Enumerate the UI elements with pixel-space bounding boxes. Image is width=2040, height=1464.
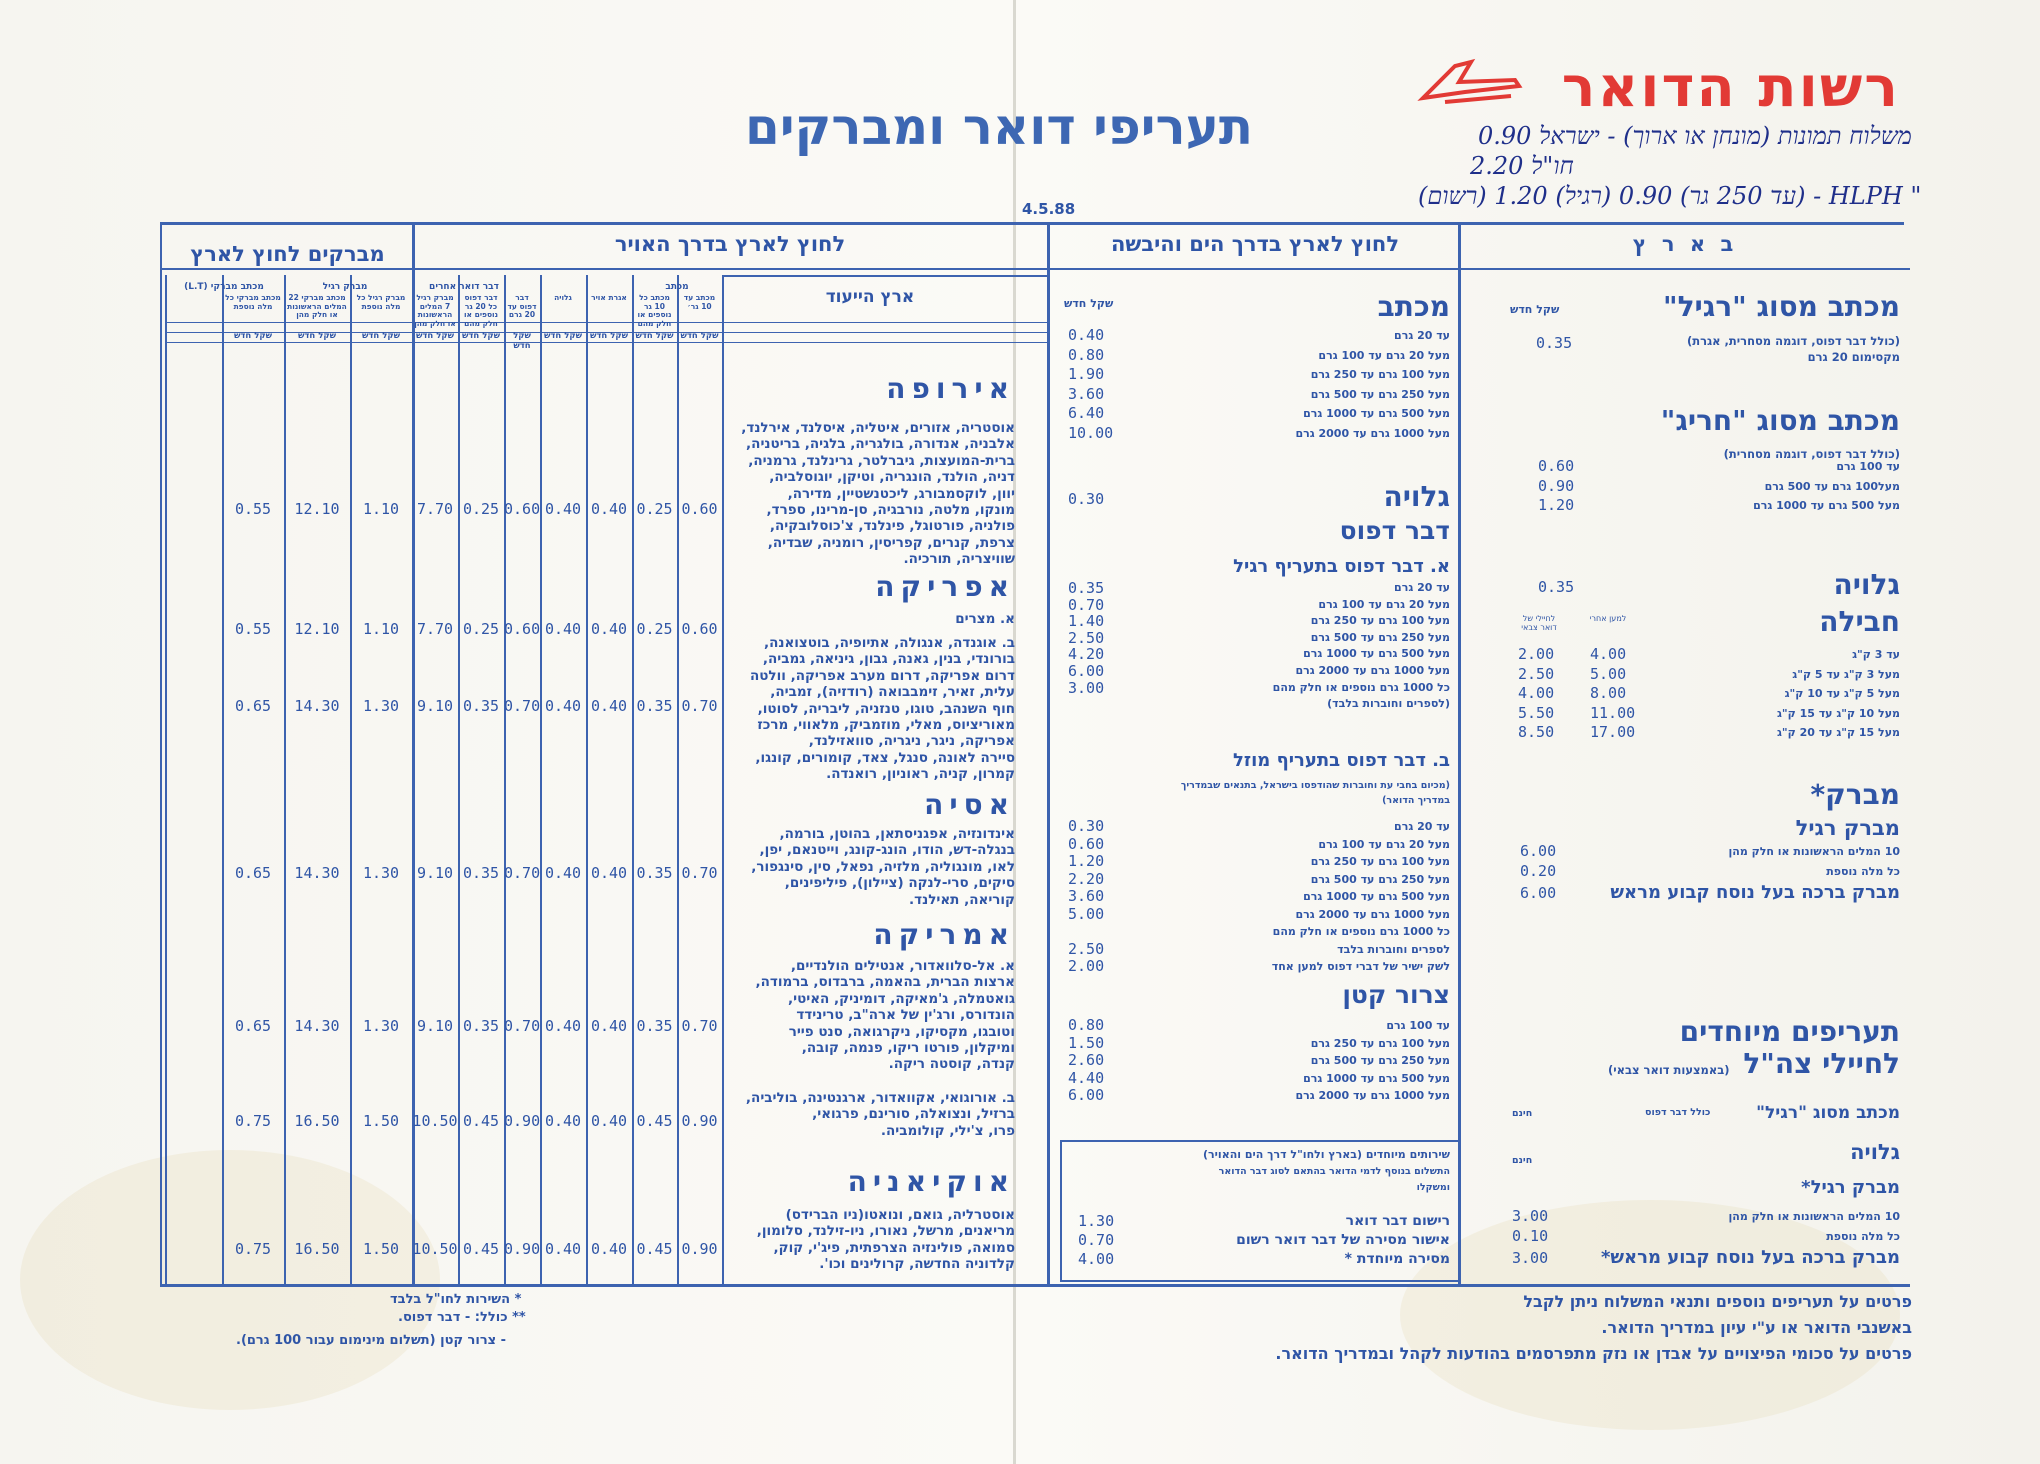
rate-cell: 0.40 <box>544 864 582 882</box>
rate-row-label: עד 20 גרם <box>1394 581 1450 594</box>
rate-row-label: מעל 500 גרם עד 1000 גרם <box>1303 647 1450 661</box>
rate-cell: 12.10 <box>294 500 340 518</box>
special-services-note: התשלום בנוסף לדמי הדואר בהתאם לסוג דבר הדואר <box>1218 1166 1450 1177</box>
rate-row-price: 5.50 <box>1518 703 1555 722</box>
rate-cell: 7.70 <box>416 620 454 638</box>
rate-row-label: כל 1000 גרם נוספים או חלק מהם <box>1272 680 1450 694</box>
surface-letter-prices <box>1068 326 1113 443</box>
soldier-greeting-price: 3.00 <box>1512 1249 1549 1267</box>
rate-cell: 0.65 <box>234 1017 272 1035</box>
rate-row-price: 0.60 <box>1538 457 1575 475</box>
footnote: פרטים על סכומי הפיצויים על אבדן או נזק מתפרסמים בהודעות לקהל ובמדריך הדואר. <box>1275 1344 1912 1363</box>
rate-cell: 9.10 <box>416 1017 454 1035</box>
rate-row-label: לספרים וחוברות בלבד <box>1337 942 1450 956</box>
rate-row-price: 17.00 <box>1590 723 1636 741</box>
divider <box>160 222 162 1286</box>
column-header: מכתב עד 10 גר׳ <box>683 293 716 311</box>
domestic-postcard-title: גלויה <box>1833 568 1900 601</box>
column-group-label: מכתב מברקי (L.T) <box>184 282 264 292</box>
page-title: תעריפי דואר ומברקים <box>745 98 1254 156</box>
air-footnote: ** כולל: - דבר דפוס. <box>398 1310 526 1325</box>
rate-row-price: 0.40 <box>1068 326 1105 344</box>
small-packet-prices <box>1068 1017 1104 1105</box>
rate-cell: 0.25 <box>636 500 673 518</box>
rate-row-label: מעל 250 גרם עד 500 גרם <box>1310 387 1450 401</box>
rate-cell: 1.30 <box>362 697 400 715</box>
rate-row-price: 6.00 <box>1068 661 1105 680</box>
rate-row-price <box>1068 696 1104 713</box>
rate-row-label: לשק ישיר של דברי דפוס למען אחד <box>1271 960 1450 973</box>
rate-row-label: מעל 500 גרם עד 1000 גרם <box>1303 890 1450 903</box>
rate-row-price: 1.40 <box>1068 612 1105 631</box>
regular-letter-price: 0.35 <box>1536 334 1573 352</box>
rate-cell: 0.25 <box>462 500 500 518</box>
rate-cell: 0.70 <box>681 697 718 715</box>
irregular-letter-weights <box>1753 457 1900 516</box>
rate-row-label: עד 3 ק"ג <box>1852 648 1900 661</box>
rate-cell: 0.75 <box>234 1240 272 1258</box>
rate-row-label: מעל 1000 גרם עד 2000 גרם <box>1295 907 1450 921</box>
rate-cell: 0.40 <box>544 1017 582 1035</box>
divider <box>222 275 224 1284</box>
surface-postcard-title: גלויה <box>1383 480 1450 513</box>
parcel-col-label: למען אחרי <box>1589 614 1627 623</box>
section-telegrams-header: מברקים לחוץ לארץ <box>190 242 385 266</box>
rate-cell: 0.70 <box>504 697 541 715</box>
rate-row-label: 10 המלים הראשונות או חלק מהן <box>1728 1210 1900 1223</box>
printed-reduced-weights <box>1272 818 1450 976</box>
rate-row-label: מעל 100 גרם עד 250 גרם <box>1310 1036 1450 1050</box>
column-group-label: מברק רגיל <box>322 282 368 292</box>
rate-row-price: 2.00 <box>1518 645 1555 663</box>
africa-group-a: א. מצרים <box>955 611 1015 627</box>
rate-row-price: 6.00 <box>1068 1086 1105 1104</box>
rate-row-label: מעל 250 גרם עד 500 גרם <box>1310 872 1450 886</box>
divider <box>165 322 1047 323</box>
rate-cell: 0.90 <box>681 1112 718 1130</box>
africa-countries: ב. אוגנדה, אנגולה, אתיופיה, בוטצואנה, בורונדי, בנין, גאנה, גבון, גיניאה, גמביה, דרום אפריקה, דרום מערב אפריקה, וולטה עלית, זאיר, זימבבואה (רודזיה), זמביה, חוף השנהב, טוגו, טנזניה, ליבריה, לסוטו, מאוריציוס, מאלי, מוזמביק, מלאווי, מרכז אפריקה, ניגר, ניגריה, סוואזילנד, סיירה לאונה, סנגל, צאד, קומורים, קונגו, קמרון, קניה, ראוניון, רואנדה. <box>749 635 1015 783</box>
irregular-letter-note: (כולל דבר דפוס, דוגמה מסחרית) <box>1723 447 1900 461</box>
postal-authority-logo: רשות הדואר <box>1561 55 1900 120</box>
rate-cell: 0.40 <box>590 697 628 715</box>
rate-cell: 14.30 <box>294 864 340 882</box>
divider <box>160 1284 1910 1287</box>
rate-cell: 0.25 <box>462 620 500 638</box>
rate-cell: 0.40 <box>544 500 582 518</box>
divider <box>412 275 414 1284</box>
rate-cell: 0.65 <box>234 697 272 715</box>
soldier-telegram-title: מברק רגיל* <box>1801 1177 1900 1198</box>
rate-row-label: 10 המלים הראשונות או חלק מהן <box>1728 845 1900 858</box>
soldier-letter-label: מכתב מסוג "רגיל" <box>1756 1103 1900 1123</box>
rate-row-label: מעל 10 ק"ג עד 15 ק"ג <box>1776 706 1900 720</box>
free-label: חינם <box>1512 1108 1533 1119</box>
rate-cell: 0.35 <box>462 697 500 715</box>
rate-cell: 0.45 <box>462 1240 500 1258</box>
rate-row-price: 4.00 <box>1078 1250 1115 1268</box>
column-group-label: דבר דואר אחרים <box>429 282 499 292</box>
small-packet-title: צרור קטן <box>1342 980 1450 1009</box>
rate-cell: 0.45 <box>636 1240 673 1258</box>
rate-cell: 0.40 <box>544 620 582 638</box>
rate-row-price: 0.20 <box>1520 861 1557 880</box>
parcel-col-label: לחיילי של דואר צבאי <box>1521 614 1557 632</box>
rate-cell: 0.45 <box>636 1112 673 1130</box>
rate-cell: 0.40 <box>590 864 628 882</box>
regular-letter-title: מכתב מסוג "רגיל" <box>1663 290 1900 323</box>
unit-label: שקל חדש <box>513 331 531 351</box>
region-asia: אסיה <box>924 788 1015 821</box>
divider <box>350 275 352 1284</box>
rate-cell: 0.60 <box>504 620 541 638</box>
section-surface-header: לחוץ לארץ בדרך הים והיבשה <box>1110 232 1400 256</box>
rate-cell: 0.40 <box>544 697 582 715</box>
rate-row-price: 2.60 <box>1068 1051 1105 1069</box>
greeting-telegram-label: מברק ברכה בעל נוסח קבוע מראש <box>1610 882 1900 903</box>
parcel-weights <box>1777 645 1900 743</box>
rate-row-label: עד 100 גרם <box>1836 460 1900 473</box>
rate-row-label: מעל 500 גרם עד 1000 גרם <box>1303 1071 1450 1085</box>
rate-cell: 0.35 <box>636 697 673 715</box>
divider <box>458 275 460 1284</box>
regular-letter-max: מקסימום 20 גרם <box>1807 350 1900 364</box>
special-services-prices <box>1078 1212 1114 1269</box>
rate-cell: 10.50 <box>412 1112 458 1130</box>
unit-label: שקל חדש <box>233 331 273 341</box>
rate-row-price: 1.50 <box>1068 1033 1105 1052</box>
divider <box>165 342 1047 343</box>
rate-row-price: 6.00 <box>1520 842 1557 860</box>
asia-countries: אינדונזיה, אפגניסתאן, בהוטן, בורמה, בנגלה-דש, הודו, הונג-קונג, וייטנאם, יפן, לאו, מונגוליה, מלזיה, נפאל, סין, סינגפור, סיקים, סרי-לנקה (ציילון), פיליפינים, קוריאה, תאילנד. <box>751 826 1015 908</box>
footnote: פרטים על תעריפים נוספים ותנאי המשלוח ניתן לקבל <box>1523 1292 1912 1311</box>
rate-row-label: מעל 100 גרם עד 250 גרם <box>1310 855 1450 868</box>
irregular-letter-prices <box>1538 457 1574 516</box>
surface-postcard-price: 0.30 <box>1068 490 1105 508</box>
soldier-greeting-label: מברק ברכה בעל נוסח קבוע מראש* <box>1600 1247 1900 1268</box>
printed-reduced-note: (מכיום בחבי עת וחוברות שהודפסו בישראל, בתנאים שבמדריך <box>1180 780 1450 791</box>
divider <box>540 275 542 1284</box>
rate-cell: 0.90 <box>504 1240 541 1258</box>
rate-cell: 0.40 <box>590 1112 628 1130</box>
rate-row-label: מעל 20 גרם עד 100 גרם <box>1318 348 1450 362</box>
special-rates-title: תעריפים מיוחדים <box>1679 1015 1900 1048</box>
printed-regular-prices <box>1068 580 1104 713</box>
rate-row-label: מעל 20 גרם עד 100 גרם <box>1318 597 1450 611</box>
divider <box>1458 222 1461 1286</box>
rate-cell: 0.60 <box>504 500 541 518</box>
divider <box>284 275 286 1284</box>
rate-cell: 0.55 <box>234 620 272 638</box>
surface-letter-title: מכתב <box>1377 290 1450 323</box>
rate-cell: 0.35 <box>636 864 673 882</box>
rate-row-label: כל 1000 גרם נוספים או חלק מהם <box>1272 925 1450 938</box>
rate-row-label: מעל 1000 גרם עד 2000 גרם <box>1295 663 1450 677</box>
rate-cell: 14.30 <box>294 697 340 715</box>
rate-cell: 0.55 <box>234 500 272 518</box>
divider <box>165 275 167 1284</box>
region-america: אמריקה <box>873 918 1015 951</box>
rate-row-label: מעל 100 גרם עד 250 גרם <box>1310 368 1450 381</box>
rate-row-label: מעל 1000 גרם עד 2000 גרם <box>1295 1089 1450 1102</box>
rate-row-label: אישור מסירה של דבר דואר רשום <box>1236 1232 1450 1248</box>
rate-row-price: 4.00 <box>1518 684 1555 702</box>
rate-cell: 0.35 <box>636 1017 673 1035</box>
rate-row-price: 0.90 <box>1538 476 1575 495</box>
column-header: מכתב מברקי 22 המלים הראשונות או חלק מהן <box>287 293 347 319</box>
printed-matter-title: דבר דפוס <box>1339 516 1450 545</box>
postal-horn-logo-icon <box>1415 52 1525 112</box>
divider <box>586 275 588 1284</box>
rate-row-price: 1.90 <box>1068 365 1105 383</box>
free-label: חינם <box>1512 1155 1533 1166</box>
rate-row-price: 2.00 <box>1068 957 1105 975</box>
column-header: גלויה <box>554 293 572 302</box>
telegram-rates <box>1729 842 1901 881</box>
unit-label: שקל חדש <box>361 331 401 341</box>
air-footnote: * השירות לחו"ל בלבד <box>390 1292 522 1307</box>
rate-row-label: מעל 250 גרם עד 500 גרם <box>1310 630 1450 644</box>
rate-row-label: מעל 500 גרם עד 1000 גרם <box>1303 407 1450 420</box>
divider <box>160 268 1910 270</box>
divider <box>677 275 679 1284</box>
rate-row-label: רישום דבר דואר <box>1345 1213 1450 1229</box>
printed-regular-title: א. דבר דפוס בתעריף רגיל <box>1233 556 1450 577</box>
rate-row-label: מעל 20 גרם עד 100 גרם <box>1318 837 1450 851</box>
section-domestic-header: ב א ר ץ <box>1632 232 1738 256</box>
rate-row-label: עד 20 גרם <box>1394 820 1450 833</box>
rate-cell: 0.70 <box>681 1017 718 1035</box>
unit-label: שקל חדש <box>415 331 455 341</box>
rate-row-label: מעל 250 גרם עד 500 גרם <box>1310 1054 1450 1067</box>
regular-letter-note: (כולל דבר דפוס, דוגמה מסחרית, אגרת) <box>1687 334 1900 348</box>
rate-row-price: 0.80 <box>1068 345 1105 364</box>
divider <box>1047 222 1050 1286</box>
effective-date: 4.5.88 <box>1022 200 1076 218</box>
rate-row-label: מעל 3 ק"ג עד 5 ק"ג <box>1792 667 1900 681</box>
divider <box>722 275 724 1284</box>
rate-row-label: מעל 1000 גרם עד 2000 גרם <box>1295 426 1450 440</box>
telegram-title: מברק* <box>1810 778 1900 811</box>
divider <box>722 275 1047 277</box>
parcel-prices <box>1590 645 1635 743</box>
rate-cell: 0.75 <box>234 1112 272 1130</box>
america-group-b: ב. אורוגואי, אקוואדור, ארגנטינה, בוליביה, ברזיל, ונצואלה, סורינם, פרגואי, פרו, צ'ילי, קולומביה. <box>745 1090 1015 1139</box>
region-europe: אירופה <box>886 372 1015 405</box>
telegram-prices <box>1520 842 1556 881</box>
europe-countries: אוסטריה, אזורים, איטליה, איסלנד, אירלנד, אלבניה, אנדורה, בולגריה, בלגיה, בריטניה, ברית-המועצות, גיברלטר, גרינלנד, גרמניה, דניה, הולנד, הונגריה, וטיקן, יוגוסלביה, יוון, לוקסמבורג, ליכטנשטיין, מדירה, מונקו, מלטה, נורבגיה, סן-מרינו, ספרד, פולניה, פורטוגל, פינלנד, צ'כוסלובקיה, צרפת, קנרים, קפריסין, רומניה, שבדיה, שוויצריה, תורכיה. <box>741 420 1015 568</box>
irregular-letter-title: מכתב מסוג "חריג" <box>1660 404 1900 437</box>
region-oceania: אוקיאניה <box>847 1165 1015 1198</box>
domestic-postcard-price: 0.35 <box>1538 578 1575 596</box>
parcel-title: חבילה <box>1819 605 1900 638</box>
column-header: מכתב מברקי כל מלה נוספת <box>225 293 281 311</box>
small-packet-weights <box>1295 1017 1450 1105</box>
printed-reduced-title: ב. דבר דפוס בתעריף מוזל <box>1233 750 1450 771</box>
air-footnote: - צרור קטן (תשלום מינימום עבור 100 גרם). <box>236 1333 507 1348</box>
rate-cell: 1.50 <box>362 1240 400 1258</box>
column-header: מברק רגיל 7 המלים הראשונות או חלק מהן <box>414 293 456 328</box>
rate-cell: 0.40 <box>590 1017 628 1035</box>
rate-cell: 0.40 <box>590 500 628 518</box>
rate-cell: 1.10 <box>362 500 400 518</box>
section-air-header: לחוץ לארץ בדרך האויר <box>614 232 846 256</box>
rate-row-price: 0.30 <box>1068 817 1105 835</box>
rate-row-price: 2.20 <box>1068 869 1105 888</box>
divider <box>504 275 506 1284</box>
rate-row-label: מעל 100 גרם עד 250 גרם <box>1310 614 1450 628</box>
rate-row-price: 2.50 <box>1068 628 1105 647</box>
column-header: דבר דפוס עד 20 גרם <box>507 293 537 319</box>
rate-row-price: 2.50 <box>1068 939 1105 958</box>
column-header: דבר דפוס כל 20 גר נוספים או חלק מהם <box>463 293 499 328</box>
rate-row-price: 6.40 <box>1068 404 1105 422</box>
rate-cell: 1.10 <box>362 620 400 638</box>
handwritten-note: " HLPH - (עד 250 גר) 0.90 (רגיל) 1.20 (רשום) <box>1418 182 1922 210</box>
footnote: באשנבי הדואר או ע"י עיון במדריך הדואר. <box>1601 1318 1912 1337</box>
rate-row-label: מסירה מיוחדת * <box>1344 1251 1450 1267</box>
rate-cell: 0.35 <box>462 864 500 882</box>
rate-row-price: 4.00 <box>1590 645 1627 663</box>
rate-cell: 12.10 <box>294 620 340 638</box>
rate-cell: 0.65 <box>234 864 272 882</box>
rate-cell: 0.90 <box>681 1240 718 1258</box>
rate-cell: 0.70 <box>504 864 541 882</box>
rate-row-price: 10.00 <box>1068 423 1114 442</box>
soldiers-note: (באמצעות דואר צבאי) <box>1608 1063 1730 1077</box>
rate-row-label: (לספרים וחוברות בלבד) <box>1327 697 1450 711</box>
handwritten-note: חו"ל 2.20 <box>1470 152 1574 180</box>
rate-cell: 9.10 <box>416 864 454 882</box>
column-header: אגרת אויר <box>591 293 627 302</box>
rate-row-price: 4.40 <box>1068 1068 1105 1087</box>
rate-row-label: כל מלה נוספת <box>1826 864 1900 878</box>
rate-row-price: 8.00 <box>1590 684 1627 702</box>
unit-label: שקל חדש <box>635 331 674 341</box>
rate-row-label: עד 20 גרם <box>1394 329 1450 342</box>
soldiers-title: לחיילי צה"ל <box>1743 1047 1900 1080</box>
rate-row-price: 2.50 <box>1518 664 1555 683</box>
rate-row-label: עד 100 גרם <box>1386 1019 1450 1032</box>
region-africa: אפריקה <box>875 570 1015 603</box>
soldier-telegram-rates <box>1729 1207 1901 1246</box>
rate-row-price: 1.30 <box>1078 1212 1115 1230</box>
rate-cell: 0.90 <box>504 1112 541 1130</box>
rate-cell: 0.40 <box>544 1240 582 1258</box>
rate-row-price: 0.70 <box>1078 1231 1115 1249</box>
rate-cell: 1.30 <box>362 864 400 882</box>
rate-row-price: 3.60 <box>1068 384 1105 403</box>
soldier-letter-note: כולל דבר דפוס <box>1645 1107 1711 1118</box>
column-group-label: מכתב <box>665 282 689 292</box>
divider <box>632 275 634 1284</box>
special-services-title: שירותים מיוחדים (בארץ ולחו"ל דרך הים והאויר) <box>1203 1148 1450 1161</box>
surface-letter-weights <box>1295 326 1450 443</box>
column-header: מכתב כל 10 גר נוספים או חלק מהם <box>637 293 672 328</box>
rate-row-price: 3.00 <box>1512 1207 1549 1225</box>
printed-regular-weights <box>1273 580 1450 713</box>
rate-cell: 16.50 <box>294 1112 340 1130</box>
rate-cell: 16.50 <box>294 1240 340 1258</box>
rate-row-label: מעל 15 ק"ג עד 20 ק"ג <box>1776 726 1900 739</box>
rate-cell: 1.50 <box>362 1112 400 1130</box>
rate-cell: 0.45 <box>462 1112 500 1130</box>
currency-label: שקל חדש <box>1064 297 1114 310</box>
destination-header: ארץ הייעוד <box>825 287 915 307</box>
america-group-a: א. אל-סלוואדור, אנטילים הולנדיים, ארצות הברית, בהאמה, ברבדוס, ברמודה, גואטמלה, ג'מאיקה, דומיניק, האיטי, הונדורס, ורג'ין של ארה"ב, טרינידד וטובגו, מקסיקו, ניקרגואה, סנט פייר ומיקלון, פורטו ריקו, פנמה, קובה, קנדה, קוסטה ריקה. <box>755 958 1015 1073</box>
telegram-regular-title: מברק רגיל <box>1795 816 1900 840</box>
rate-cell: 0.25 <box>636 620 673 638</box>
rate-cell: 0.35 <box>462 1017 500 1035</box>
rate-row-price: 5.00 <box>1590 664 1627 683</box>
unit-label: שקל חדש <box>297 331 337 341</box>
rate-cell: 0.40 <box>590 1240 628 1258</box>
rate-cell: 0.60 <box>681 620 718 638</box>
unit-label: שקל חדש <box>589 331 629 341</box>
rate-row-price: 5.00 <box>1068 904 1105 923</box>
soldier-postcard-label: גלויה <box>1850 1140 1900 1164</box>
rate-row-label: כל מלה נוספת <box>1826 1229 1900 1243</box>
special-services-list <box>1236 1212 1450 1269</box>
rate-cell: 14.30 <box>294 1017 340 1035</box>
soldier-telegram-prices <box>1512 1207 1548 1246</box>
rate-cell: 0.70 <box>681 864 718 882</box>
rate-cell: 9.10 <box>416 697 454 715</box>
rate-cell: 7.70 <box>416 500 454 518</box>
handwritten-note: משלוח תמונות (מונחן או ארוך) - ישראל 0.90 <box>1478 122 1912 150</box>
unit-label: שקל חדש <box>543 331 583 341</box>
rate-row-label: מעל 5 ק"ג עד 10 ק"ג <box>1784 687 1900 700</box>
rate-cell: 10.50 <box>412 1240 458 1258</box>
greeting-telegram-price: 6.00 <box>1520 884 1557 902</box>
rate-cell: 0.40 <box>590 620 628 638</box>
rate-row-price: 4.20 <box>1068 645 1105 664</box>
rate-row-price <box>1068 923 1104 941</box>
rate-row-price: 1.20 <box>1538 496 1575 514</box>
parcel-prices-soldiers <box>1518 645 1554 743</box>
rate-cell: 0.60 <box>681 500 718 518</box>
rate-row-price: 0.60 <box>1068 834 1105 853</box>
rate-row-price: 11.00 <box>1590 703 1636 722</box>
rate-row-label: מעל 500 גרם עד 1000 גרם <box>1753 499 1900 512</box>
rate-row-price: 0.35 <box>1068 579 1105 597</box>
rate-row-label: מעל100 גרם עד 500 גרם <box>1764 479 1900 493</box>
rate-row-price: 3.60 <box>1068 887 1105 905</box>
printed-reduced-prices <box>1068 818 1104 976</box>
rate-cell: 0.70 <box>504 1017 541 1035</box>
special-services-note: ומשקלו <box>1416 1182 1450 1193</box>
rate-row-price: 0.10 <box>1512 1226 1549 1245</box>
rate-row-price: 8.50 <box>1518 723 1555 741</box>
rate-cell: 1.30 <box>362 1017 400 1035</box>
unit-label: שקל חדש <box>461 331 501 341</box>
printed-reduced-note: במדריך הדואר) <box>1382 795 1450 806</box>
oceania-countries: אוסטרליה, גואם, ונואטו(ניו הברידס) מריאנים, מרשל, נאורו, ניו-זילנד, סלומון, סמואה, פולינזיה הצרפתית, פיג'י, קוק, קלדוניה החדשה, קרולינים וכו'. <box>756 1207 1015 1273</box>
rate-cell: 0.40 <box>544 1112 582 1130</box>
rate-row-price: 0.80 <box>1068 1016 1105 1034</box>
rate-row-price: 1.20 <box>1068 852 1105 870</box>
currency-label: שקל חדש <box>1510 303 1560 316</box>
unit-label: שקל חדש <box>680 331 719 341</box>
rate-row-price: 0.70 <box>1068 595 1105 614</box>
column-header: מברק רגיל כל מלה נוספת <box>356 293 406 311</box>
rate-row-price: 3.00 <box>1068 678 1105 697</box>
